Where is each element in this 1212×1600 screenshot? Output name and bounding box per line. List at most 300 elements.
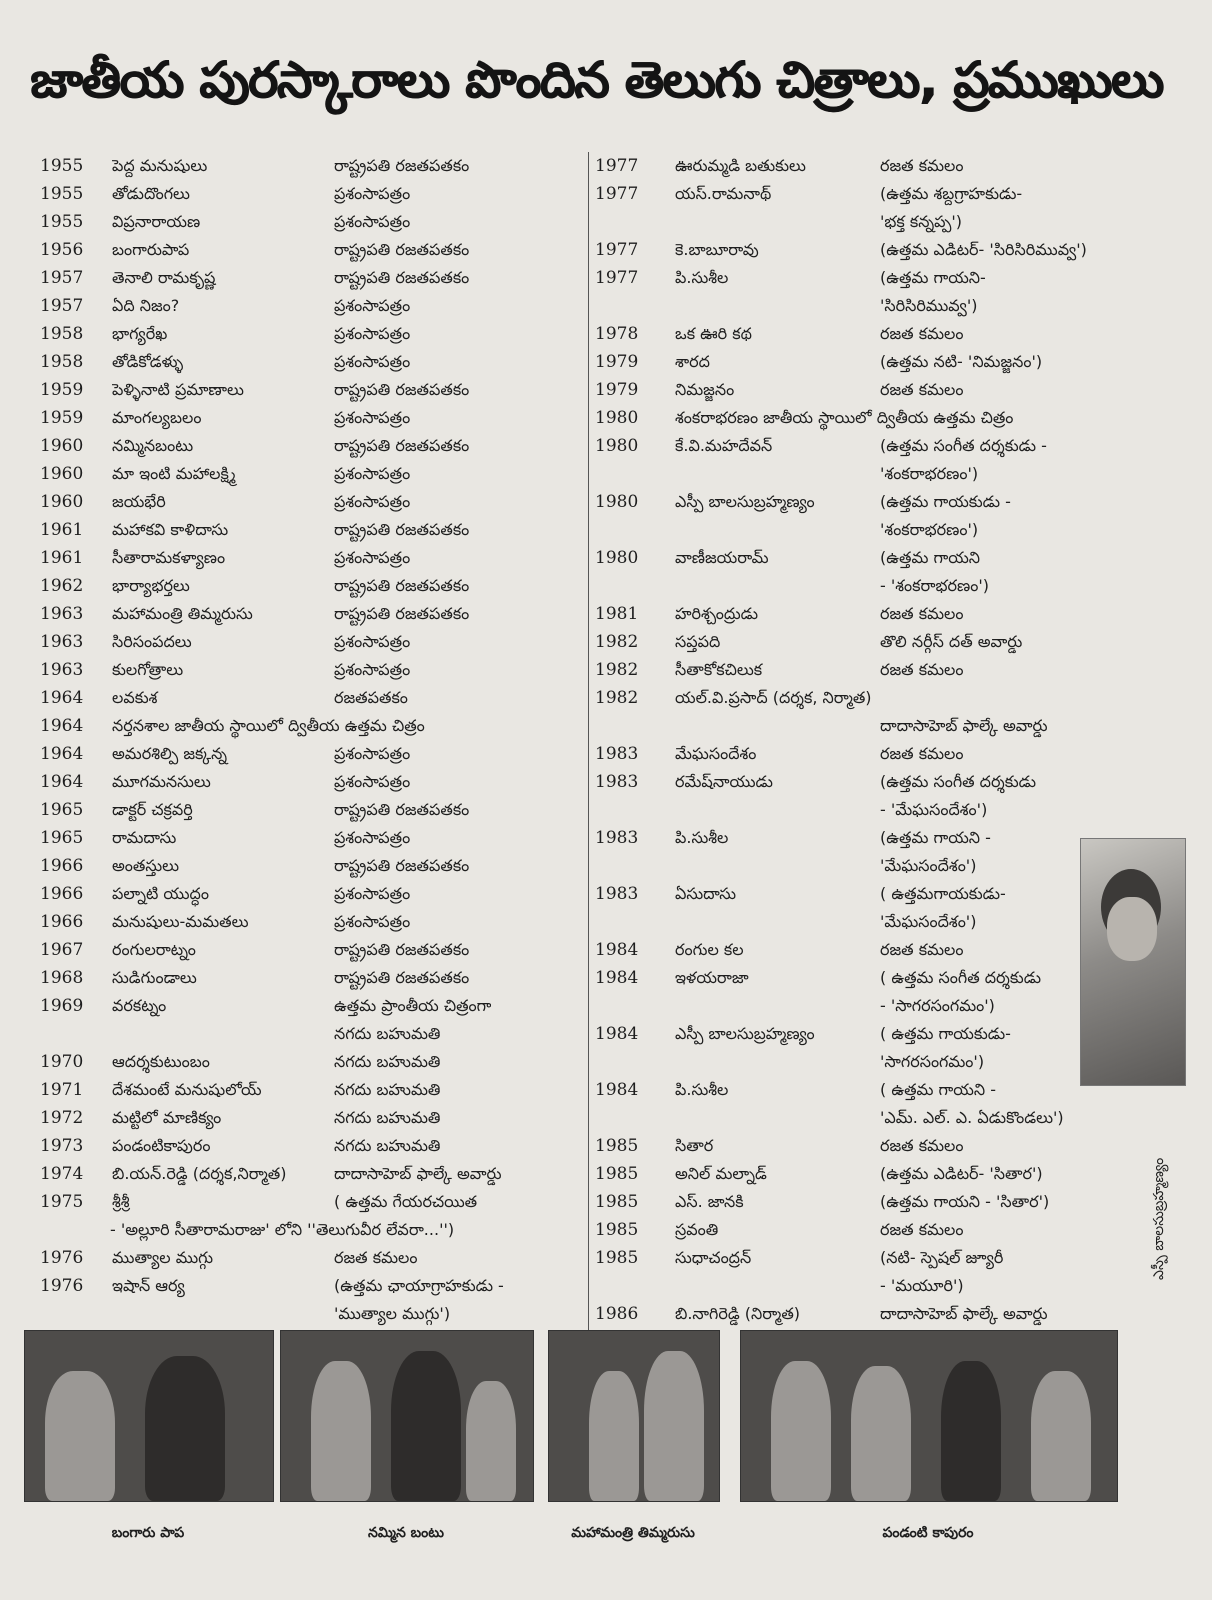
entry-award-continued: 'భక్త కన్నప్ప')	[880, 212, 962, 231]
entry-name: ఎస్. జానకి	[675, 1192, 744, 1211]
entry-award: రజత కమలం	[880, 324, 964, 343]
entry-year: 1984	[595, 940, 639, 960]
entry-year: 1978	[595, 324, 639, 344]
award-entry	[40, 1244, 580, 1272]
award-entry	[40, 404, 580, 432]
entry-award: (ఉత్తమ గాయని -	[880, 828, 991, 847]
entry-award-continued: - 'సాగరసంగమం')	[880, 996, 995, 1015]
entry-year: 1977	[595, 184, 639, 204]
award-entry	[40, 376, 580, 404]
entry-award-detail: - 'అల్లూరి సీతారామరాజు' లోని ''తెలుగువీర లేవరా...'')	[110, 1220, 455, 1239]
award-entry	[595, 1300, 1095, 1328]
photo-caption-4: పండంటి కాపురం	[882, 1525, 974, 1541]
entry-year: 1957	[40, 296, 84, 316]
entry-year: 1986	[595, 1304, 639, 1324]
photo-caption-1: బంగారు పాప	[111, 1525, 185, 1541]
page-headline: జాతీయ పురస్కారాలు పొందిన తెలుగు చిత్రాలు, ప్రముఖులు	[30, 51, 1163, 109]
award-entry	[40, 572, 580, 600]
entry-year: 1977	[595, 156, 639, 176]
award-entry	[595, 684, 1095, 712]
entry-name: కులగోత్రాలు	[112, 660, 184, 679]
entry-award-continued: 'ఎమ్. ఎల్. ఎ. ఏడుకొండలు')	[880, 1108, 1064, 1127]
entry-name: మహామంత్రి తిమ్మరుసు	[112, 604, 253, 623]
entry-award: నగదు బహుమతి	[334, 1136, 441, 1155]
entry-name: యస్.రామనాథ్	[675, 184, 772, 203]
award-entry	[595, 320, 1095, 348]
entry-name: మూగమనసులు	[112, 772, 211, 791]
award-entry	[595, 1244, 1095, 1272]
entry-name: సప్తపది	[675, 632, 721, 651]
entry-year: 1961	[40, 548, 84, 568]
award-entry	[40, 796, 580, 824]
entry-award: నగదు బహుమతి	[334, 1052, 441, 1071]
award-entry	[40, 740, 580, 768]
entry-year: 1973	[40, 1136, 84, 1156]
award-entry	[595, 404, 1095, 432]
entry-award: (ఉత్తమ సంగీత దర్శకుడు -	[880, 436, 1047, 455]
entry-year: 1960	[40, 436, 84, 456]
entry-name: ముత్యాల ముగ్గు	[112, 1248, 214, 1267]
entry-name: సిరిసంపదలు	[112, 632, 192, 651]
entry-year: 1958	[40, 352, 84, 372]
entry-year: 1982	[595, 688, 639, 708]
entry-year: 1977	[595, 240, 639, 260]
entry-year: 1966	[40, 856, 84, 876]
entry-name: యల్.వి.ప్రసాద్ (దర్శక, నిర్మాత)	[675, 688, 872, 707]
entry-name: భార్యాభర్తలు	[112, 576, 190, 595]
entry-name: బి.నాగిరెడ్డి (నిర్మాత)	[675, 1304, 801, 1323]
entry-award-continued: దాదాసాహెబ్ ఫాల్కే అవార్డు	[880, 716, 1048, 735]
entry-year: 1961	[40, 520, 84, 540]
award-entry	[40, 264, 580, 292]
award-entry	[595, 880, 1095, 908]
photo-still-1	[24, 1330, 274, 1502]
entry-name: మేఘసందేశం	[675, 744, 757, 763]
entry-award-continued: 'సాగరసంగమం')	[880, 1052, 985, 1071]
entry-award: ప్రశంసాపత్రం	[334, 660, 411, 679]
entry-name: మా ఇంటి మహాలక్ష్మి	[112, 464, 236, 483]
entry-award: ( ఉత్తమ సంగీత దర్శకుడు	[880, 968, 1042, 987]
award-entry	[40, 1188, 580, 1216]
award-entry	[40, 824, 580, 852]
entry-award: రాష్ట్రపతి రజతపతకం	[334, 436, 470, 455]
entry-name: ఏది నిజం?	[112, 296, 180, 315]
entry-name: పి.సుశీల	[675, 268, 729, 287]
award-entry	[40, 684, 580, 712]
award-entry	[595, 1076, 1095, 1104]
entry-year: 1979	[595, 352, 639, 372]
entry-award-continued: నగదు బహుమతి	[334, 1024, 441, 1043]
entry-name: పండంటికాపురం	[112, 1136, 211, 1155]
entry-name: ఇషాన్ ఆర్య	[112, 1276, 185, 1295]
entry-year: 1965	[40, 828, 84, 848]
entry-year: 1984	[595, 1080, 639, 1100]
entry-name: అనిల్ మల్నాడ్	[675, 1164, 767, 1183]
entry-award: (ఉత్తమ సంగీత దర్శకుడు	[880, 772, 1036, 791]
award-entry	[40, 152, 580, 180]
entry-year: 1964	[40, 744, 84, 764]
photo-still-3	[548, 1330, 720, 1502]
entry-name: ఏసుదాసు	[675, 884, 737, 903]
award-entry	[595, 740, 1095, 768]
entry-year: 1972	[40, 1108, 84, 1128]
entry-year: 1975	[40, 1192, 84, 1212]
entry-year: 1960	[40, 492, 84, 512]
entry-name: శంకరాభరణం జాతీయ స్థాయిలో ద్వితీయ ఉత్తమ చిత్రం	[675, 408, 1014, 427]
award-entry	[595, 432, 1095, 460]
entry-name: బి.యన్.రెడ్డి (దర్శక,నిర్మాత)	[112, 1164, 287, 1183]
award-entry	[595, 264, 1095, 292]
entry-award: రాష్ట్రపతి రజతపతకం	[334, 268, 470, 287]
entry-award: ప్రశంసాపత్రం	[334, 548, 411, 567]
entry-award: ప్రశంసాపత్రం	[334, 744, 411, 763]
entry-award-continued: 'ముత్యాల ముగ్గు')	[334, 1304, 451, 1323]
award-entry	[595, 936, 1095, 964]
entry-award: (ఉత్తమ గాయని - 'సితార')	[880, 1192, 1050, 1211]
entry-award: (నటి- స్పెషల్ జ్యూరీ	[880, 1248, 1004, 1267]
entry-award: ప్రశంసాపత్రం	[334, 492, 411, 511]
award-entry	[40, 292, 580, 320]
entry-award: ( ఉత్తమ గేయరచయిత	[334, 1192, 478, 1211]
entry-year: 1976	[40, 1248, 84, 1268]
entry-name: మాంగల్యబలం	[112, 408, 202, 427]
entry-year: 1983	[595, 772, 639, 792]
entry-year: 1982	[595, 660, 639, 680]
entry-name: తెనాలి రామకృష్ణ	[112, 268, 216, 287]
entry-award: ప్రశంసాపత్రం	[334, 296, 411, 315]
entry-award: రజత కమలం	[880, 604, 964, 623]
award-entry	[40, 992, 580, 1020]
entry-name: సీతాకోకచిలుక	[675, 660, 763, 679]
award-entry	[40, 544, 580, 572]
entry-award: (ఉత్తమ గాయని-	[880, 268, 986, 287]
entry-year: 1983	[595, 828, 639, 848]
portrait-caption: ఎస్పీ బాలసుబ్రహ్మణ్యం	[1151, 1157, 1167, 1280]
entry-year: 1956	[40, 240, 84, 260]
entry-award: రాష్ట్రపతి రజతపతకం	[334, 240, 470, 259]
portrait-photo	[1080, 838, 1186, 1086]
award-entry	[40, 1104, 580, 1132]
entry-name: సుధాచంద్రన్	[675, 1248, 752, 1267]
award-entry	[595, 1020, 1095, 1048]
entry-award: ప్రశంసాపత్రం	[334, 772, 411, 791]
award-entry	[595, 964, 1095, 992]
entry-name: అంతస్తులు	[112, 856, 180, 875]
entry-year: 1963	[40, 604, 84, 624]
entry-year: 1964	[40, 716, 84, 736]
entry-year: 1984	[595, 968, 639, 988]
entry-award: రజత కమలం	[880, 744, 964, 763]
entry-award: ప్రశంసాపత్రం	[334, 828, 411, 847]
entry-award: నగదు బహుమతి	[334, 1108, 441, 1127]
entry-award: ( ఉత్తమ గాయకుడు-	[880, 1024, 1011, 1043]
award-entry	[595, 628, 1095, 656]
award-entry	[40, 208, 580, 236]
entry-award: తొలి నర్గీస్ దత్ అవార్డు	[880, 632, 1023, 651]
entry-award: రాష్ట్రపతి రజతపతకం	[334, 800, 470, 819]
award-entry	[40, 432, 580, 460]
entry-year: 1958	[40, 324, 84, 344]
entry-year: 1959	[40, 380, 84, 400]
entry-name: తోడికోడళ్ళు	[112, 352, 184, 371]
entry-name: కె.బాబూరావు	[675, 240, 759, 259]
entry-year: 1980	[595, 408, 639, 428]
entry-name: రంగుల కల	[675, 940, 744, 959]
award-entry	[595, 600, 1095, 628]
award-entry	[40, 180, 580, 208]
award-entry	[40, 964, 580, 992]
entry-award: రజత కమలం	[880, 1220, 964, 1239]
award-entry	[40, 348, 580, 376]
entry-award: రజత కమలం	[880, 1136, 964, 1155]
award-entry	[595, 348, 1095, 376]
award-entry	[595, 152, 1095, 180]
entry-award: రాష్ట్రపతి రజతపతకం	[334, 856, 470, 875]
entry-year: 1969	[40, 996, 84, 1016]
award-entry	[595, 824, 1095, 852]
entry-year: 1980	[595, 492, 639, 512]
entry-name: వరకట్నం	[112, 996, 167, 1015]
entry-year: 1984	[595, 1024, 639, 1044]
entry-year: 1963	[40, 632, 84, 652]
entry-name: నిమజ్జనం	[675, 380, 735, 399]
entry-name: విప్రనారాయణ	[112, 212, 201, 231]
entry-award: ప్రశంసాపత్రం	[334, 212, 411, 231]
entry-award: ప్రశంసాపత్రం	[334, 184, 411, 203]
entry-name: అమరశిల్పి జక్కన్న	[112, 744, 228, 763]
entry-award: దాదాసాహెబ్ ఫాల్కే అవార్డు	[334, 1164, 502, 1183]
portrait-face	[1107, 897, 1157, 961]
entry-name: లవకుశ	[112, 688, 158, 707]
entry-name: రంగులరాట్నం	[112, 940, 196, 959]
entry-award: ప్రశంసాపత్రం	[334, 884, 411, 903]
award-entry	[595, 544, 1095, 572]
award-entry	[40, 320, 580, 348]
entry-year: 1982	[595, 632, 639, 652]
entry-year: 1960	[40, 464, 84, 484]
entry-name: హరిశ్చంద్రుడు	[675, 604, 759, 623]
entry-name: శారద	[675, 352, 710, 371]
entry-award: రాష్ట్రపతి రజతపతకం	[334, 604, 470, 623]
entry-name: భాగ్యరేఖ	[112, 324, 168, 343]
award-entry	[40, 1160, 580, 1188]
entry-award-continued: 'సిరిసిరిమువ్వ')	[880, 296, 978, 315]
entry-name: రామదాసు	[112, 828, 177, 847]
entry-name: బంగారుపాప	[112, 240, 190, 259]
entry-award: (ఉత్తమ గాయని	[880, 548, 981, 567]
award-entry	[595, 1132, 1095, 1160]
entry-year: 1983	[595, 884, 639, 904]
entry-award-continued: - 'మయూరి')	[880, 1276, 964, 1295]
entry-name: నర్తనశాల జాతీయ స్థాయిలో ద్వితీయ ఉత్తమ చిత్రం	[112, 716, 425, 735]
award-entry	[595, 1216, 1095, 1244]
entry-award: రజత కమలం	[880, 380, 964, 399]
entry-year: 1981	[595, 604, 639, 624]
entry-award: ప్రశంసాపత్రం	[334, 408, 411, 427]
entry-year: 1955	[40, 184, 84, 204]
entry-year: 1974	[40, 1164, 84, 1184]
entry-award: (ఉత్తమ ఎడిటర్- 'సిరిసిరిమువ్వ')	[880, 240, 1087, 259]
entry-name: ఊరుమ్మడి బతుకులు	[675, 156, 806, 175]
entry-name: పెళ్ళినాటి ప్రమాణాలు	[112, 380, 244, 399]
entry-name: సుడిగుండాలు	[112, 968, 197, 987]
entry-name: స్రవంతి	[675, 1220, 719, 1239]
entry-name: డాక్టర్ చక్రవర్తి	[112, 800, 193, 819]
entry-name: ఎస్పీ బాలసుబ్రహ్మణ్యం	[675, 1024, 815, 1043]
entry-name: సీతారామకళ్యాణం	[112, 548, 226, 567]
column-divider	[588, 152, 589, 1332]
entry-name: పి.సుశీల	[675, 1080, 729, 1099]
awards-list-left	[40, 152, 580, 1328]
award-entry	[40, 936, 580, 964]
entry-year: 1977	[595, 268, 639, 288]
entry-name: దేశమంటే మనుషులోయ్	[112, 1080, 262, 1099]
entry-name: సితార	[675, 1136, 714, 1155]
award-entry	[40, 460, 580, 488]
entry-award: ఉత్తమ ప్రాంతీయ చిత్రంగా	[334, 996, 492, 1015]
entry-award: ప్రశంసాపత్రం	[334, 352, 411, 371]
award-entry	[40, 1076, 580, 1104]
entry-name: పి.సుశీల	[675, 828, 729, 847]
entry-award: రాష్ట్రపతి రజతపతకం	[334, 380, 470, 399]
entry-name: ఎస్పీ బాలసుబ్రహ్మణ్యం	[675, 492, 815, 511]
entry-name: జయభేరి	[112, 492, 166, 511]
entry-year: 1976	[40, 1276, 84, 1296]
entry-year: 1980	[595, 548, 639, 568]
entry-award: (ఉత్తమ ఛాయాగ్రాహకుడు -	[334, 1276, 504, 1295]
photo-still-2	[280, 1330, 534, 1502]
photo-caption-3: మహామంత్రి తిమ్మరుసు	[571, 1525, 695, 1541]
entry-award: రజతపతకం	[334, 688, 408, 707]
entry-award: ప్రశంసాపత్రం	[334, 324, 411, 343]
entry-name: పల్నాటి యుద్ధం	[112, 884, 209, 903]
entry-award-continued: 'మేఘసందేశం')	[880, 912, 977, 931]
entry-award: (ఉత్తమ గాయకుడు -	[880, 492, 1011, 511]
entry-year: 1962	[40, 576, 84, 596]
award-entry	[40, 1132, 580, 1160]
entry-award: (ఉత్తమ శబ్దగ్రాహకుడు-	[880, 184, 1023, 203]
entry-year: 1964	[40, 772, 84, 792]
award-entry	[595, 236, 1095, 264]
award-entry	[40, 656, 580, 684]
entry-award-continued: - 'మేఘసందేశం')	[880, 800, 988, 819]
entry-award: రజత కమలం	[334, 1248, 418, 1267]
award-entry	[40, 628, 580, 656]
entry-award-continued: - 'శంకరాభరణం')	[880, 576, 989, 595]
entry-award-continued: 'శంకరాభరణం')	[880, 464, 979, 483]
entry-year: 1985	[595, 1164, 639, 1184]
entry-award: రాష్ట్రపతి రజతపతకం	[334, 576, 470, 595]
entry-award: ( ఉత్తమగాయకుడు-	[880, 884, 1006, 903]
entry-year: 1985	[595, 1220, 639, 1240]
entry-name: వాణీజయరామ్	[675, 548, 769, 567]
entry-award: రజత కమలం	[880, 940, 964, 959]
award-entry	[40, 1048, 580, 1076]
entry-year: 1966	[40, 884, 84, 904]
entry-year: 1968	[40, 968, 84, 988]
award-entry	[595, 1160, 1095, 1188]
awards-list-right	[595, 152, 1095, 1328]
photo-still-4	[740, 1330, 1118, 1502]
entry-award: ప్రశంసాపత్రం	[334, 632, 411, 651]
entry-year: 1985	[595, 1248, 639, 1268]
award-entry	[595, 488, 1095, 516]
entry-year: 1985	[595, 1192, 639, 1212]
entry-name: పెద్ద మనుషులు	[112, 156, 208, 175]
award-entry	[40, 908, 580, 936]
entry-award: రాష్ట్రపతి రజతపతకం	[334, 940, 470, 959]
entry-name: మనుషులు-మమతలు	[112, 912, 249, 931]
entry-award: (ఉత్తమ నటి- 'నిమజ్జనం')	[880, 352, 1043, 371]
award-entry	[595, 1188, 1095, 1216]
entry-award: నగదు బహుమతి	[334, 1080, 441, 1099]
entry-name: తోడుదొంగలు	[112, 184, 190, 203]
entry-year: 1965	[40, 800, 84, 820]
entry-year: 1963	[40, 660, 84, 680]
entry-year: 1966	[40, 912, 84, 932]
entry-year: 1955	[40, 156, 84, 176]
award-entry	[595, 768, 1095, 796]
entry-year: 1979	[595, 380, 639, 400]
entry-year: 1959	[40, 408, 84, 428]
entry-award: ప్రశంసాపత్రం	[334, 912, 411, 931]
entry-award: ( ఉత్తమ గాయని -	[880, 1080, 996, 1099]
award-entry	[595, 180, 1095, 208]
award-entry	[40, 236, 580, 264]
entry-year: 1970	[40, 1052, 84, 1072]
entry-name: ఇళయరాజా	[675, 968, 749, 987]
entry-year: 1957	[40, 268, 84, 288]
entry-name: ఆదర్శకుటుంబం	[112, 1052, 210, 1071]
award-entry	[40, 852, 580, 880]
entry-award-continued: 'మేఘసందేశం')	[880, 856, 977, 875]
photo-caption-2: నమ్మిన బంటు	[368, 1525, 444, 1541]
entry-year: 1980	[595, 436, 639, 456]
entry-name: నమ్మినబంటు	[112, 436, 194, 455]
entry-award: రాష్ట్రపతి రజతపతకం	[334, 968, 470, 987]
entry-year: 1955	[40, 212, 84, 232]
entry-name: ఒక ఊరి కథ	[675, 324, 752, 343]
entry-award: దాదాసాహెబ్ ఫాల్కే అవార్డు	[880, 1304, 1048, 1323]
entry-award: రాష్ట్రపతి రజతపతకం	[334, 520, 470, 539]
entry-year: 1985	[595, 1136, 639, 1156]
award-entry	[40, 768, 580, 796]
entry-name: కే.వి.మహదేవన్	[675, 436, 773, 455]
entry-name: శ్రీశ్రీ	[112, 1192, 130, 1211]
award-entry	[595, 656, 1095, 684]
award-entry	[40, 488, 580, 516]
entry-year: 1967	[40, 940, 84, 960]
award-entry	[40, 516, 580, 544]
entry-award: రజత కమలం	[880, 660, 964, 679]
entry-award: (ఉత్తమ ఎడిటర్- 'సితార')	[880, 1164, 1043, 1183]
award-entry	[40, 1272, 580, 1300]
entry-award: రాష్ట్రపతి రజతపతకం	[334, 156, 470, 175]
entry-name: మట్టిలో మాణిక్యం	[112, 1108, 222, 1127]
entry-year: 1971	[40, 1080, 84, 1100]
entry-year: 1983	[595, 744, 639, 764]
award-entry	[40, 600, 580, 628]
entry-name: మహాకవి కాళిదాసు	[112, 520, 229, 539]
entry-award-continued: 'శంకరాభరణం')	[880, 520, 979, 539]
entry-award: ప్రశంసాపత్రం	[334, 464, 411, 483]
award-entry	[40, 880, 580, 908]
entry-year: 1964	[40, 688, 84, 708]
entry-award: రజత కమలం	[880, 156, 964, 175]
entry-name: రమేష్‌నాయుడు	[675, 772, 773, 791]
award-entry	[595, 376, 1095, 404]
award-entry	[40, 712, 580, 740]
